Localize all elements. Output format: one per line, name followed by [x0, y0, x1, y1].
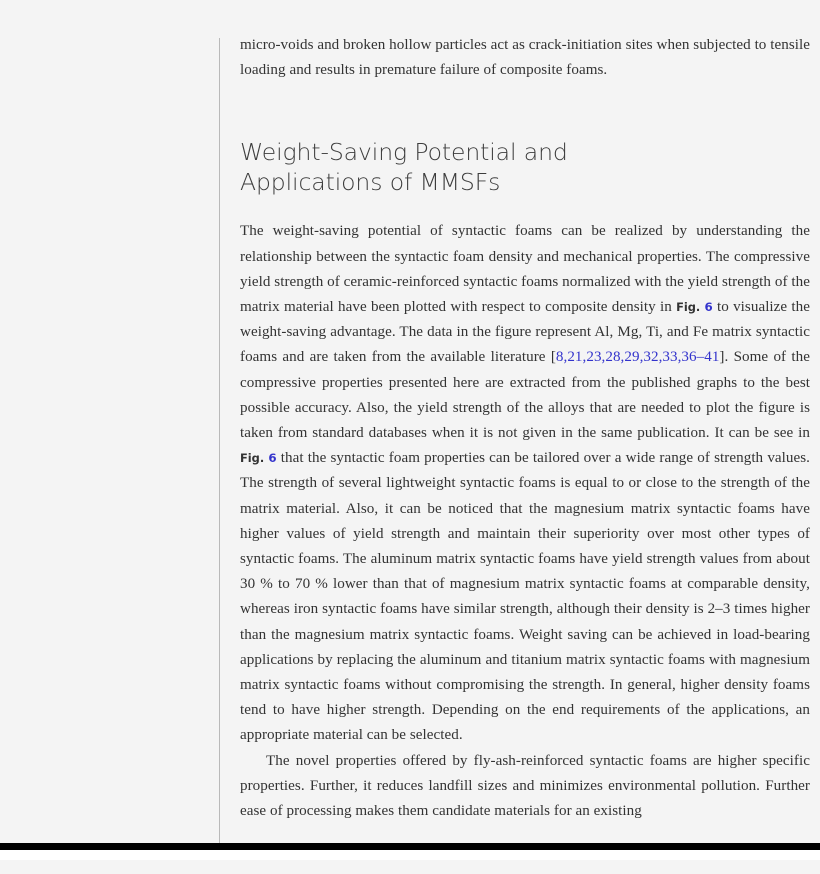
citation-bracket-close: ]: [719, 349, 725, 366]
figure-reference-label-1: Fig.: [676, 300, 701, 315]
bottom-black-bar: [0, 843, 820, 850]
citation-bracket-open: [: [550, 349, 556, 366]
paragraph-continuation: micro-voids and broken hollow particles act as crack-initiation sites when subjected to tensile loading and results in premature failure of composite foams.: [240, 37, 810, 79]
paragraph-main: [240, 219, 810, 748]
left-margin-column: [0, 0, 219, 843]
citation-links[interactable]: 8,21,23,28,29,32,33,36–41: [555, 349, 720, 366]
text-column: [240, 33, 810, 824]
figure-reference-link-1[interactable]: 6: [704, 300, 713, 315]
paragraph-main-segment-2: to visualize the weight-saving advantage. The data in the figure represent Al, Mg, Ti, and Fe matrix syntactic foams and are taken from the available literature: [240, 299, 811, 366]
paragraph-final: The novel properties offered by fly-ash-reinforced syntactic foams are higher specific properties. Further, it reduces landfill sizes and minimizes environmental pollution. Further ease of processing makes them candidate materials for an existing: [240, 752, 810, 820]
bottom-white-strip: [0, 850, 820, 860]
paragraph-main-segment-1: The weight-saving potential of syntactic foams can be realized by understanding the relationship between the syntactic foam density and mechanical properties. The compressive yield strength of ceramic-reinforced syntactic foams normalized with the yield strength of the matrix material have been plotted with respect to composite density in: [240, 223, 810, 316]
bottom-padding-strip: [0, 860, 820, 874]
section-heading-line-1: Weight-Saving Potential and: [240, 138, 568, 167]
section-heading-block: [240, 137, 810, 197]
section-heading-line-2: Applications of MMSFs: [240, 168, 501, 197]
figure-reference-label-2: Fig.: [240, 451, 265, 466]
vertical-gutter-rule: [219, 38, 220, 843]
paragraph-main-segment-4: that the syntactic foam properties can be tailored over a wide range of strength values. The strength of several lightweight syntactic foams is equal to or close to the strength of the matrix material. Also, it can be noticed that the magnesium matrix syntactic foams have higher values of yield strength and maintain their superiority over most other types of syntactic foams. The aluminum matrix syntactic foams have yield strength values from about 30 % to 70 % lower than that of magnesium matrix syntactic foams at comparable density, whereas iron syntactic foams have similar strength, although their density is 2–3 times higher than the magnesium matrix syntactic foams. Weight saving can be achieved in load-bearing applications by replacing the aluminum and titanium matrix syntactic foams with magnesium matrix syntactic foams without compromising the strength. In general, higher density foams tend to have higher strength. Depending on the end requirements of the applications, an appropriate material can be selected.: [240, 450, 811, 744]
paragraph-main-segment-3: . Some of the compressive properties presented here are extracted from the published graphs to the best possible accuracy. Also, the yield strength of the alloys that are needed to plot the figure is taken from standard databases when it is not given in the same publication. It can be see in: [240, 349, 810, 442]
figure-reference-link-2[interactable]: 6: [268, 451, 277, 466]
